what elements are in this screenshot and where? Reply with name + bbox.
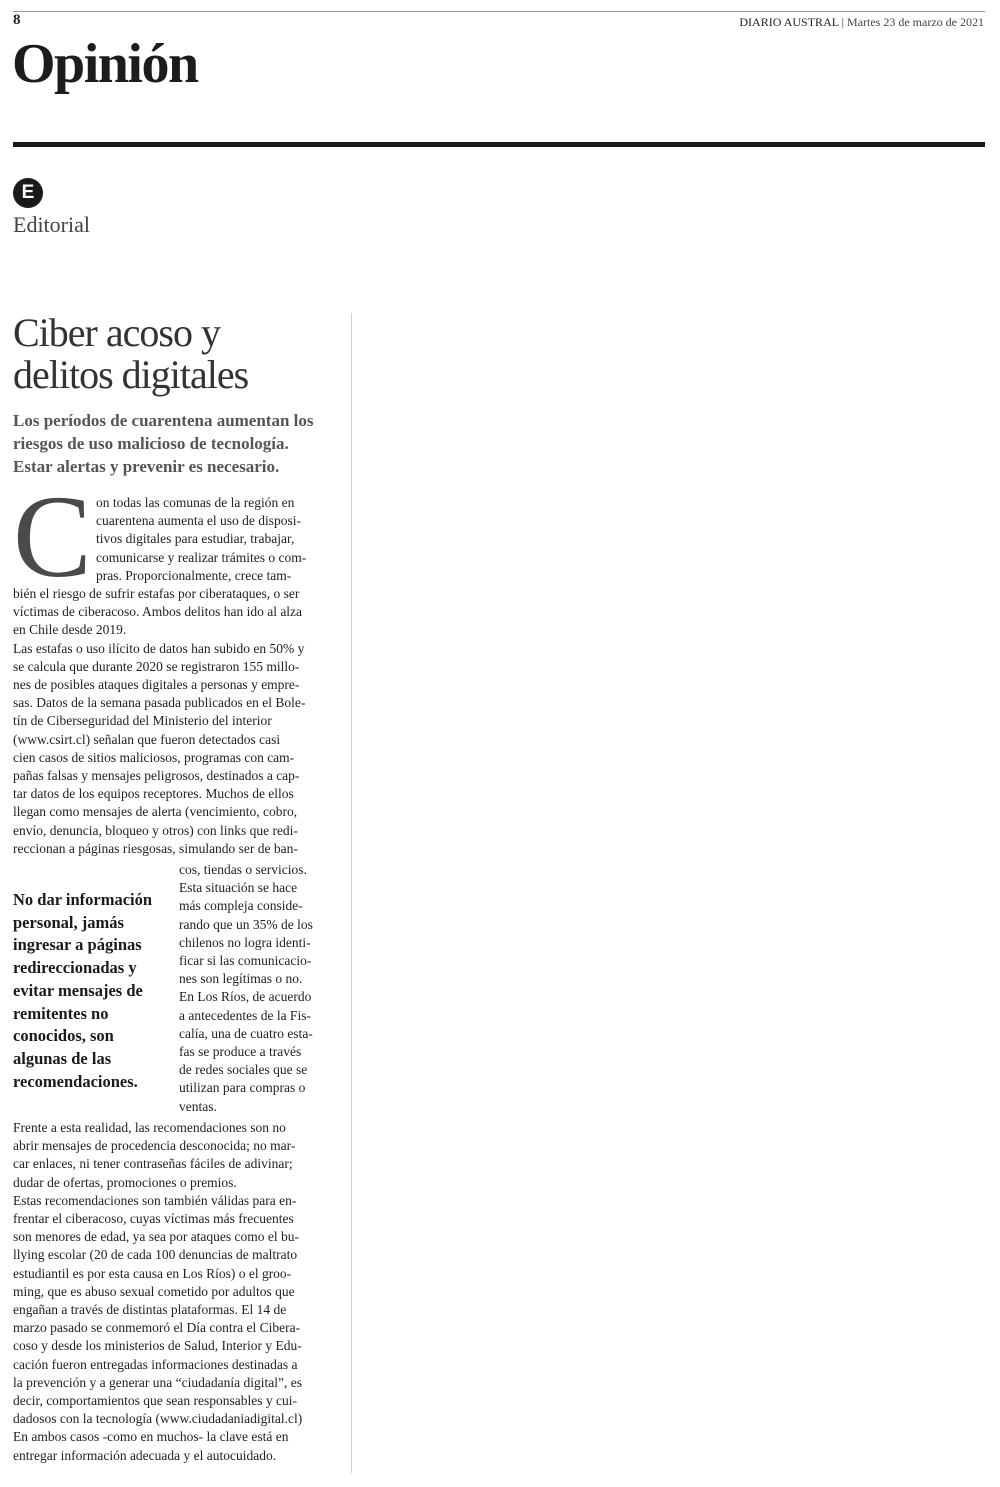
text-line: tín de Ciberseguridad del Ministerio del interior — [13, 713, 272, 729]
text-line: En ambos casos -como en muchos- la clave está en — [13, 1429, 289, 1445]
pullquote-line: remitentes no — [13, 1003, 109, 1023]
text-line: ming, que es abuso sexual cometido por adultos que — [13, 1283, 295, 1299]
text-line: reccionan a páginas riesgosas, simulando ser de ban- — [13, 840, 298, 856]
pullquote-line: personal, jamás — [13, 912, 124, 932]
text-line: utilizan para compras o — [179, 1080, 306, 1096]
deck-line: Los períodos de cuarentena aumentan los — [13, 411, 314, 430]
page-number: 8 — [13, 12, 21, 28]
text-line: engañan a través de distintas plataformas. El 14 de — [13, 1302, 287, 1318]
article-headline — [13, 312, 343, 396]
text-line: tar datos de los equipos receptores. Muchos de ellos — [13, 786, 294, 802]
deck-line: riesgos de uso malicioso de tecnología. — [13, 434, 289, 453]
text-line: chilenos no logra identi- — [179, 934, 311, 950]
text-line: (www.csirt.cl) señalan que fueron detectados casi — [13, 731, 281, 747]
side-column-text — [179, 861, 339, 1116]
text-line: on todas las comunas de la región en — [96, 495, 295, 510]
text-line: rando que un 35% de los — [179, 916, 313, 932]
pullquote-line: evitar mensajes de — [13, 980, 143, 1000]
section-title: Opinión — [12, 33, 198, 95]
headline-line: delitos digitales — [13, 352, 249, 397]
text-line: decir, comportamientos que sean responsables y cui- — [13, 1393, 297, 1409]
text-line: calía, una de cuatro esta- — [179, 1025, 313, 1041]
text-line: coso y desde los ministerios de Salud, Interior y Edu- — [13, 1338, 302, 1354]
text-line: víctimas de ciberacoso. Ambos delitos han ido al alza — [13, 604, 303, 620]
text-line: pras. Proporcionalmente, crece tam- — [96, 567, 292, 583]
deck-line: Estar alertas y prevenir es necesario. — [13, 457, 280, 476]
newspaper-name: DIARIO AUSTRAL — [739, 15, 839, 29]
pullquote-line: redireccionadas y — [13, 958, 137, 978]
text-line: ventas. — [179, 1098, 217, 1114]
text-line: Las estafas o uso ilícito de datos han subido en 50% y — [13, 640, 305, 656]
pullquote-line: conocidos, son — [13, 1026, 114, 1046]
text-line: Frente a esta realidad, las recomendaciones son no — [13, 1120, 286, 1135]
text-line: envío, denuncia, bloqueo y otros) con links que redi- — [13, 822, 298, 838]
drop-cap: C — [13, 471, 92, 602]
text-line: abrir mensajes de procedencia desconocida; no mar- — [13, 1138, 296, 1154]
text-line: cación fueron entregadas informaciones destinadas a — [13, 1356, 298, 1372]
closing-body-text — [13, 1119, 343, 1465]
pullquote-line: recomendaciones. — [13, 1071, 138, 1091]
masthead — [739, 15, 984, 30]
text-line: a antecedentes de la Fis- — [179, 1007, 311, 1023]
text-line: se calcula que durante 2020 se registraron 155 millo- — [13, 658, 300, 674]
text-line: cien casos de sitios maliciosos, programas con cam- — [13, 749, 295, 765]
issue-date: Martes 23 de marzo de 2021 — [847, 15, 984, 29]
text-line: comunicarse y realizar trámites o com- — [96, 549, 307, 565]
text-line: de redes sociales que se — [179, 1062, 308, 1078]
pullquote-line: algunas de las — [13, 1048, 112, 1068]
text-line: pañas falsas y mensajes peligrosos, destinados a cap- — [13, 768, 300, 784]
text-line: más compleja conside- — [179, 898, 303, 914]
text-line: llying escolar (20 de cada 100 denuncias de maltrato — [13, 1247, 298, 1263]
text-line: frentar el ciberacoso, cuyas víctimas más frecuentes — [13, 1211, 294, 1227]
editorial-label: Editorial — [13, 212, 90, 237]
text-line: bién el riesgo de sufrir estafas por ciberataques, o ser — [13, 586, 300, 601]
text-line: dudar de ofertas, promociones o premios. — [13, 1174, 237, 1190]
text-line: Estas recomendaciones son también válidas para en- — [13, 1192, 297, 1208]
top-rule — [13, 11, 985, 12]
text-line: estudiantil es por esta causa en Los Ríos) o el groo- — [13, 1265, 292, 1281]
text-line: son menores de edad, ya sea por ataques como el bu- — [13, 1229, 300, 1245]
text-line: Esta situación se hace — [179, 880, 298, 896]
column-divider — [351, 313, 352, 1473]
intro-body-text — [13, 585, 343, 858]
text-line: cuarentena aumenta el uso de disposi- — [96, 513, 302, 529]
section-rule — [13, 142, 985, 147]
intro-indented-text — [96, 494, 332, 585]
article-deck — [13, 409, 343, 478]
editorial-badge-icon: E — [13, 178, 43, 208]
text-line: En Los Ríos, de acuerdo — [179, 989, 312, 1005]
text-line: ficar si las comunicacio- — [179, 953, 312, 969]
text-line: car enlaces, ni tener contraseñas fáciles de adivinar; — [13, 1156, 293, 1172]
text-line: llegan como mensajes de alerta (vencimiento, cobro, — [13, 804, 298, 820]
text-line: la prevención y a generar una “ciudadanía digital”, es — [13, 1374, 302, 1390]
pull-quote — [13, 889, 173, 1093]
text-line: dadosos con la tecnología (www.ciudadaniadigital.cl) — [13, 1411, 303, 1427]
text-line: cos, tiendas o servicios. — [179, 862, 307, 877]
text-line: entregar información adecuada y el autocuidado. — [13, 1447, 277, 1463]
masthead-separator: | — [841, 15, 845, 29]
headline-line: Ciber acoso y — [13, 310, 220, 355]
text-line: sas. Datos de la semana pasada publicados en el Bole- — [13, 695, 306, 711]
text-line: marzo pasado se conmemoró el Día contra el Cibera- — [13, 1320, 301, 1336]
pullquote-line: ingresar a páginas — [13, 935, 142, 955]
pullquote-line: No dar información — [13, 890, 153, 909]
text-line: fas se produce a través — [179, 1044, 302, 1060]
text-line: en Chile desde 2019. — [13, 622, 127, 638]
text-line: tivos digitales para estudiar, trabajar, — [96, 531, 295, 547]
text-line: nes son legítimas o no. — [179, 971, 303, 987]
text-line: nes de posibles ataques digitales a personas y empre- — [13, 677, 300, 693]
